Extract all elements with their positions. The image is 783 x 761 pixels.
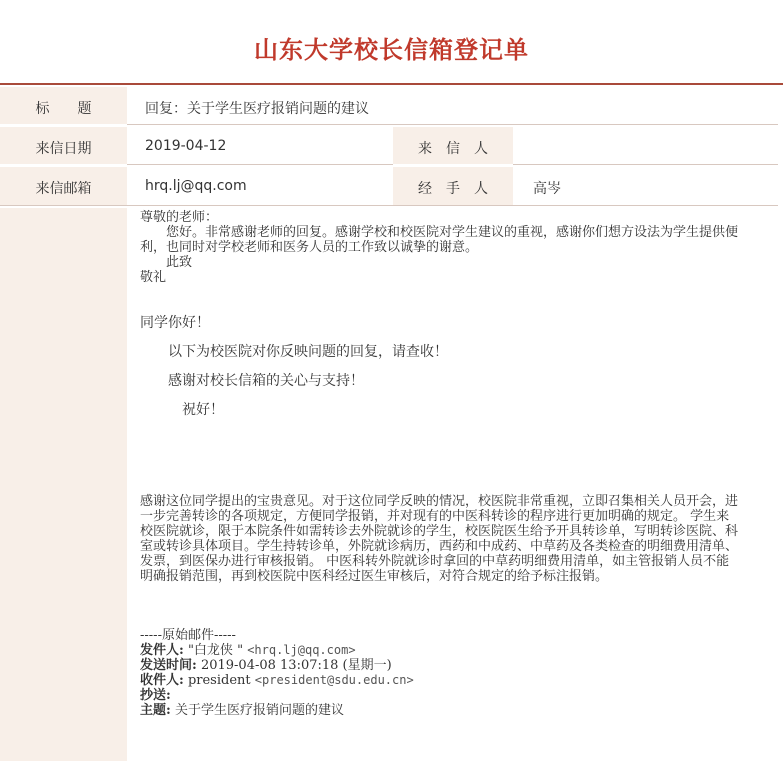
date-label: 来信日期	[35, 141, 92, 157]
reply-line: 祝好！	[140, 402, 224, 418]
row-separator	[0, 205, 778, 206]
letter-closing: 此致	[140, 255, 193, 270]
original-from-row	[140, 643, 742, 658]
from-name: "白龙侠 "	[187, 643, 244, 658]
to-name: president	[187, 673, 251, 688]
row-separator	[127, 124, 778, 125]
sender-label-cell	[393, 127, 513, 164]
to-email-link[interactable]: <president@sdu.edu.cn>	[254, 673, 414, 687]
email-value: hrq.lj@qq.com	[145, 178, 247, 194]
original-mail-divider: -----原始邮件-----	[140, 628, 236, 643]
original-subject-value: 关于学生医疗报销问题的建议	[174, 703, 344, 718]
handler-value: 高岑	[533, 181, 561, 197]
row-separator	[127, 164, 393, 165]
from-email-link[interactable]: <hrq.lj@qq.com>	[247, 643, 356, 657]
from-label: 发件人:	[140, 643, 184, 658]
content-label-cell	[0, 208, 127, 761]
original-cc-row	[140, 688, 742, 703]
email-label: 来信邮箱	[35, 181, 92, 197]
reply-line: 感谢对校长信箱的关心与支持！	[140, 373, 364, 389]
letter-content	[140, 210, 742, 718]
date-value: 2019-04-12	[145, 138, 227, 154]
page-title: 山东大学校长信箱登记单	[254, 36, 529, 64]
date-label-cell	[0, 127, 127, 164]
original-mail	[140, 628, 742, 718]
cc-label: 抄送:	[140, 688, 171, 703]
letter-paragraph: 您好。非常感谢老师的回复。感谢学校和校医院对学生建议的重视，感谢你们想方设法为学生提供便利，也同时对学校老师和医务人员的工作致以诚挚的谢意。	[140, 225, 739, 255]
letter-closing-respect: 敬礼	[140, 270, 167, 285]
row-separator	[513, 164, 778, 165]
sent-value: 2019-04-08 13:07:18 (星期一)	[200, 658, 392, 673]
letter-salutation: 尊敬的老师：	[140, 210, 219, 225]
original-subject-label: 主题:	[140, 703, 171, 718]
email-label-cell	[0, 167, 127, 205]
subject-label-cell	[0, 87, 127, 124]
hospital-response: 感谢这位同学提出的宝贵意见。对于这位同学反映的情况，校医院非常重视，立即召集相关人员开会，进一步完善转诊的各项规定，方便同学报销，并对现有的中医科转诊的程序进行更加明确的规定。 学生来校医院就诊，限于本院条件如需转诊去外院就诊的学生，校医院医生给予开具转诊单，写明转诊医院、科室或转诊具体项目。学生持转诊单，外院就诊病历，西药和中成药、中草药及各类检查的明细费用清单、发票，到医保办进行审核报销。 中医科转外院就诊时拿回的中草药明细费用清单，如主管报销人员不能明确报销范围，再到校医院中医科经过医生审核后，对符合规定的给予标注报销。	[140, 494, 739, 584]
handler-label-cell	[393, 167, 513, 205]
original-to-row	[140, 673, 742, 688]
original-subject-row	[140, 703, 742, 718]
to-label: 收件人:	[140, 673, 184, 688]
subject-label: 标 题	[35, 101, 92, 117]
original-sent-row	[140, 658, 742, 673]
reply-greeting: 同学你好！	[140, 315, 210, 331]
subject-value: 回复：关于学生医疗报销问题的建议	[145, 101, 369, 117]
sender-label: 来 信 人	[418, 141, 488, 157]
reply-line: 以下为校医院对你反映问题的回复，请查收！	[140, 344, 448, 360]
handler-label: 经 手 人	[418, 181, 488, 197]
sent-label: 发送时间:	[140, 658, 197, 673]
title-divider	[0, 83, 783, 85]
